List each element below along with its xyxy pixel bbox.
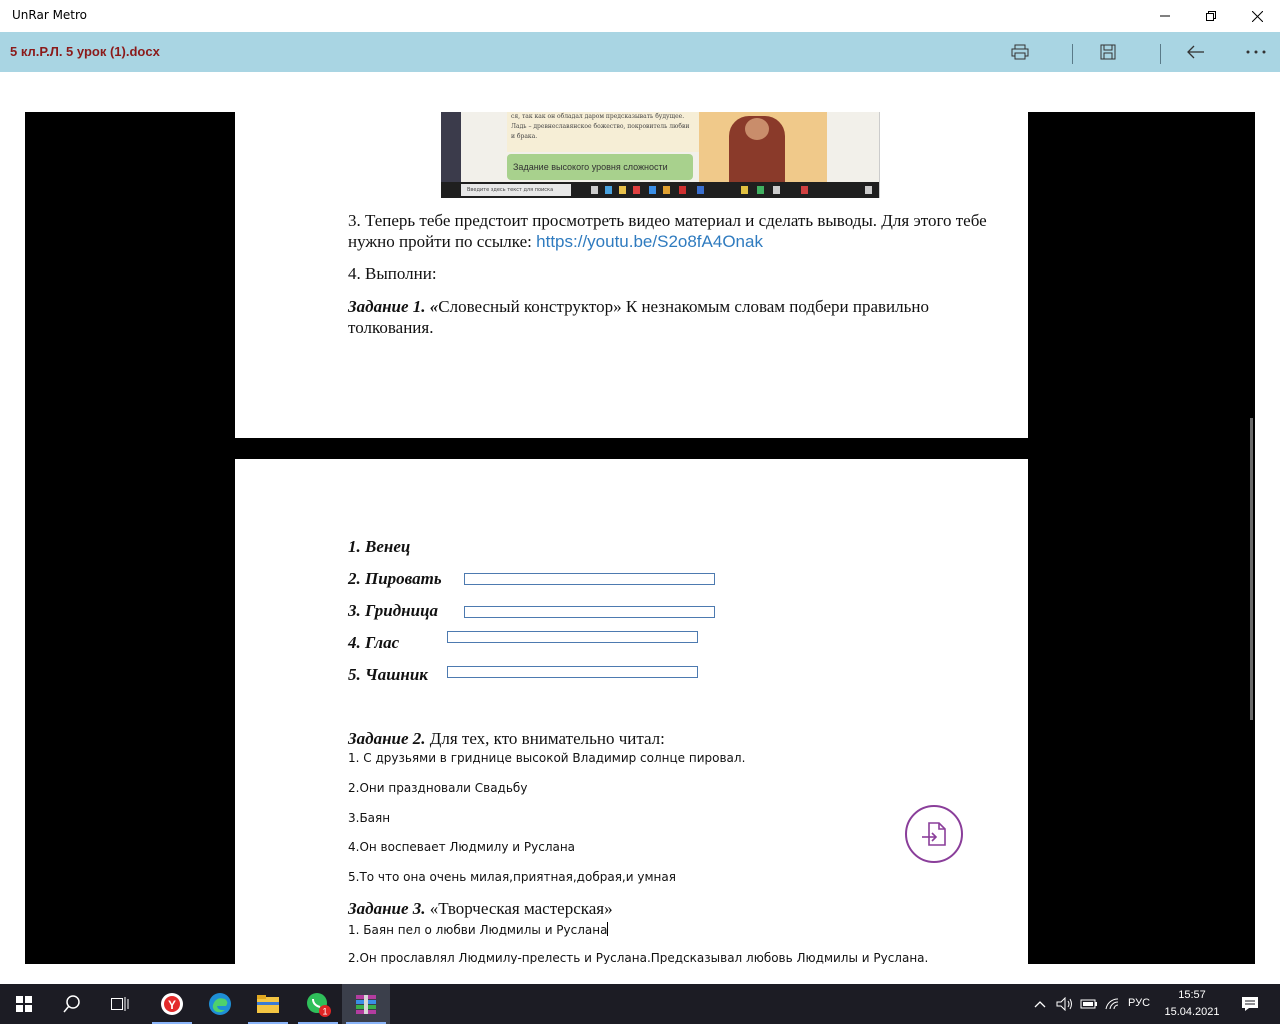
windows-taskbar [0, 984, 1280, 1024]
task2-answer: 4.Он воспевает Людмилу и Руслана [348, 840, 576, 854]
windows-start-icon [16, 996, 32, 1012]
minimize-button[interactable] [1142, 0, 1188, 32]
notification-badge: 1 [322, 1006, 328, 1017]
extract-file-button[interactable] [905, 805, 963, 863]
search-icon [63, 995, 81, 1013]
embedded-taskbar [441, 182, 879, 198]
clock-time: 15:57 [1178, 989, 1206, 1001]
restore-button[interactable] [1188, 0, 1234, 32]
word-item: 5. Чашник [348, 665, 428, 684]
word-item: 2. Пировать [348, 569, 442, 588]
more-options-button[interactable] [1236, 36, 1276, 68]
input-language-indicator[interactable]: РУС [1128, 997, 1151, 1009]
window-title: UnRar Metro [12, 8, 88, 22]
action-center-button[interactable] [1236, 984, 1264, 1024]
close-button[interactable] [1234, 0, 1280, 32]
edge-icon [208, 992, 232, 1016]
step4-heading: 4. Выполни: [348, 264, 437, 283]
embedded-search-box: Введите здесь текст для поиска [461, 184, 571, 196]
word-item: 3. Гридница [348, 601, 439, 620]
embedded-note: ся, так как он обладал даром предсказывать будущее. Ладь – древнеславянское божество, покровитель любви и брака. [507, 112, 701, 152]
arrow-left-icon [1187, 45, 1205, 59]
save-button[interactable] [1088, 36, 1128, 68]
taskbar-app-edge[interactable] [196, 984, 244, 1024]
network-button[interactable] [1102, 984, 1124, 1024]
battery-icon [1080, 998, 1098, 1010]
task2-answer: 1. С друзьями в гриднице высокой Владимир солнце пировал. [348, 751, 746, 765]
toolbar-divider [1160, 44, 1161, 64]
task3-answer: 2.Он прославлял Людмилу-прелесть и Руслана.Предсказывал любовь Людмилы и Руслана. [348, 951, 929, 964]
minimize-icon [1160, 11, 1170, 21]
document-title: 5 кл.Р.Л. 5 урок (1).docx [10, 44, 160, 59]
system-clock[interactable] [1160, 987, 1224, 1021]
answer-input-box[interactable] [447, 666, 698, 678]
taskbar-app-explorer[interactable] [244, 984, 292, 1024]
volume-button[interactable] [1054, 984, 1076, 1024]
more-icon [1246, 50, 1266, 54]
task2-heading: Задание 2. Для тех, кто внимательно читал: [348, 729, 665, 748]
back-button[interactable] [1176, 36, 1216, 68]
speaker-icon [1056, 997, 1074, 1011]
task3-answer: 1. Баян пел о любви Людмилы и Руслана [348, 923, 608, 937]
answer-input-box[interactable] [464, 606, 715, 618]
document-viewer[interactable] [25, 112, 1255, 964]
embedded-portrait-image [699, 112, 827, 182]
taskbar-app-yandex[interactable] [148, 984, 196, 1024]
svg-text:Y: Y [167, 998, 177, 1012]
search-button[interactable] [48, 984, 96, 1024]
chevron-up-icon [1034, 1000, 1046, 1008]
print-button[interactable] [1000, 36, 1040, 68]
taskbar-app-unrar[interactable] [342, 984, 390, 1024]
task-view-icon [111, 996, 129, 1012]
file-explorer-icon [256, 994, 280, 1014]
answer-input-box[interactable] [464, 573, 715, 585]
text-caret [607, 922, 608, 936]
show-hidden-icons-button[interactable] [1030, 984, 1050, 1024]
whatsapp-icon [305, 991, 331, 1017]
embedded-task-box: Задание высокого уровня сложности [507, 154, 693, 180]
task2-answer: 3.Баян [348, 811, 391, 825]
word-item: 4. Глас [348, 633, 400, 652]
restore-icon [1206, 11, 1216, 21]
wifi-icon [1104, 997, 1122, 1011]
battery-button[interactable] [1078, 984, 1100, 1024]
word-item: 1. Венец [348, 537, 411, 556]
video-link[interactable]: https://youtu.be/S2o8fA4Onak [536, 232, 763, 251]
yandex-browser-icon [160, 992, 184, 1016]
close-icon [1252, 11, 1263, 22]
unrar-icon [354, 993, 378, 1015]
app-toolbar [0, 32, 1280, 72]
start-button[interactable] [0, 984, 48, 1024]
task2-answer: 2.Они праздновали Свадьбу [348, 781, 528, 795]
file-import-icon [919, 819, 949, 849]
task3-heading: Задание 3. «Творческая мастерская» [348, 899, 613, 918]
step3-paragraph: 3. Теперь тебе предстоит просмотреть видео материал и сделать выводы. Для этого тебе нужно пройти по ссылке: https://youtu.be/S2o8fA4Onak [348, 211, 987, 251]
document-page [235, 459, 1028, 964]
toolbar-divider [1072, 44, 1073, 64]
embedded-screenshot-image [441, 112, 880, 198]
embedded-sidebar [441, 112, 461, 182]
task1-paragraph: Задание 1. «Словесный конструктор» К незнакомым словам подбери правильно толкования. [348, 297, 929, 337]
task-view-button[interactable] [96, 984, 144, 1024]
document-page [235, 112, 1028, 438]
printer-icon [1011, 44, 1029, 60]
window-title-bar [0, 0, 1280, 32]
task2-answer: 5.То что она очень милая,приятная,добрая,и умная [348, 870, 676, 884]
taskbar-app-whatsapp[interactable] [294, 984, 342, 1024]
save-icon [1100, 44, 1116, 60]
notification-icon [1241, 996, 1259, 1012]
answer-input-box[interactable] [447, 631, 698, 643]
clock-date: 15.04.2021 [1164, 1006, 1220, 1018]
vertical-scrollbar[interactable] [1250, 418, 1253, 720]
